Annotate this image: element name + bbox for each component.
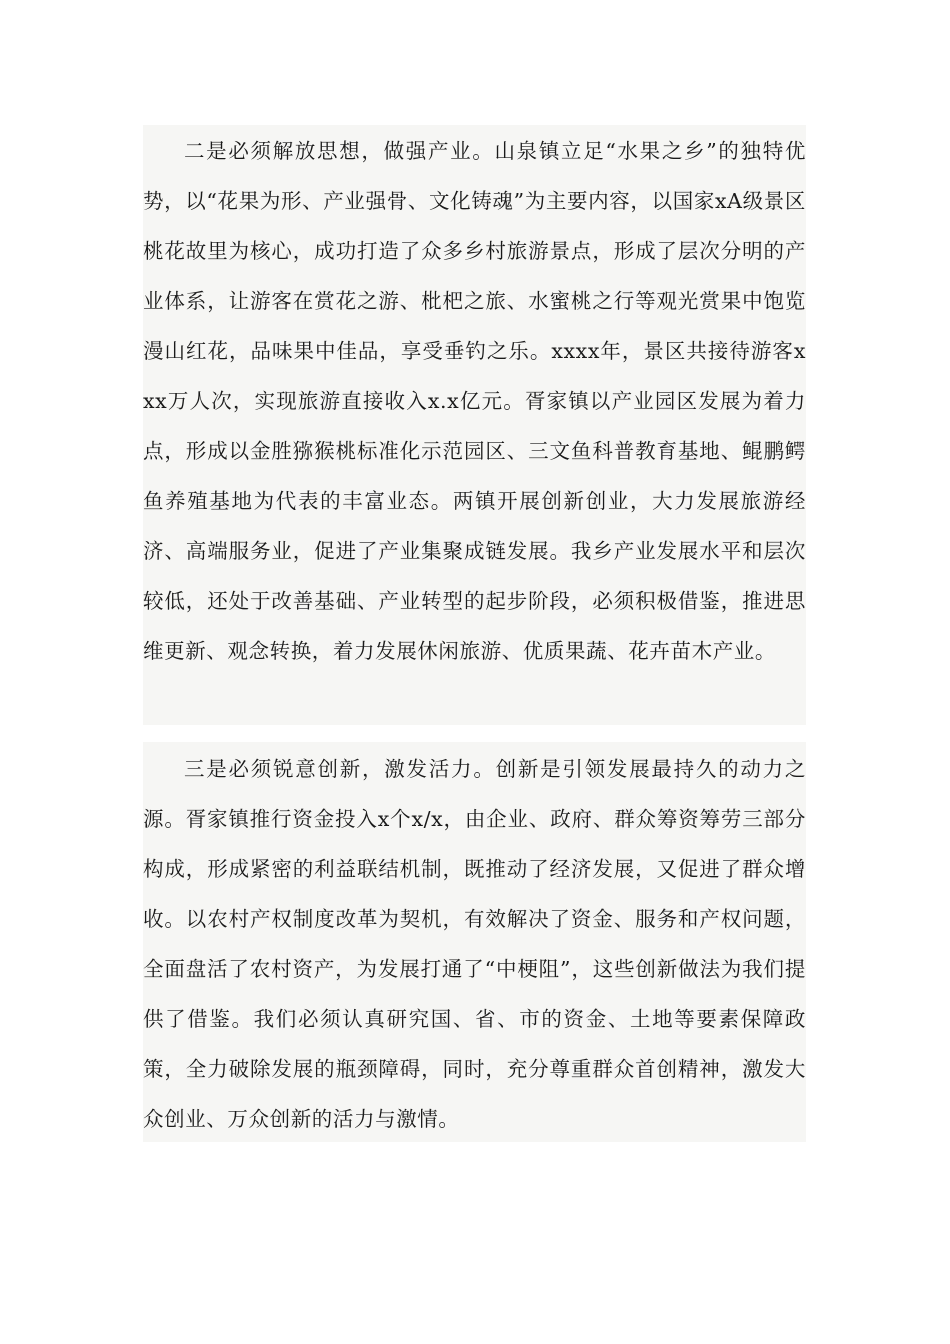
paragraph-block-industry [143,125,806,725]
paragraph-innovation: 三是必须锐意创新，激发活力。创新是引领发展最持久的动力之源。胥家镇推行资金投入x个x/x，由企业、政府、群众筹资筹劳三部分构成，形成紧密的利益联结机制，既推动了经济发展，又促进了群众增收。以农村产权制度改革为契机，有效解决了资金、服务和产权问题，全面盘活了农村资产，为发展打通了“中梗阻”，这些创新做法为我们提供了借鉴。我们必须认真研究国、省、市的资金、土地等要素保障政策，全力破除发展的瓶颈障碍，同时，充分尊重群众首创精神，激发大众创业、万众创新的活力与激情。 [143,757,806,1131]
paragraph-industry: 二是必须解放思想，做强产业。山泉镇立足“水果之乡”的独特优势，以“花果为形、产业强骨、文化铸魂”为主要内容，以国家xA级景区桃花故里为核心，成功打造了众多乡村旅游景点，形成了层次分明的产业体系，让游客在赏花之游、枇杷之旅、水蜜桃之行等观光赏果中饱览漫山红花，品味果中佳品，享受垂钓之乐。xxxx年，景区共接待游客xxx万人次，实现旅游直接收入x.x亿元。胥家镇以产业园区发展为着力点，形成以金胜猕猴桃标准化示范园区、三文鱼科普教育基地、鲲鹏鳄鱼养殖基地为代表的丰富业态。两镇开展创新创业，大力发展旅游经济、高端服务业，促进了产业集聚成链发展。我乡产业发展水平和层次较低，还处于改善基础、产业转型的起步阶段，必须积极借鉴，推进思维更新、观念转换，着力发展休闲旅游、优质果蔬、花卉苗木产业。 [143,139,806,663]
paragraph-block-innovation [143,742,806,1142]
